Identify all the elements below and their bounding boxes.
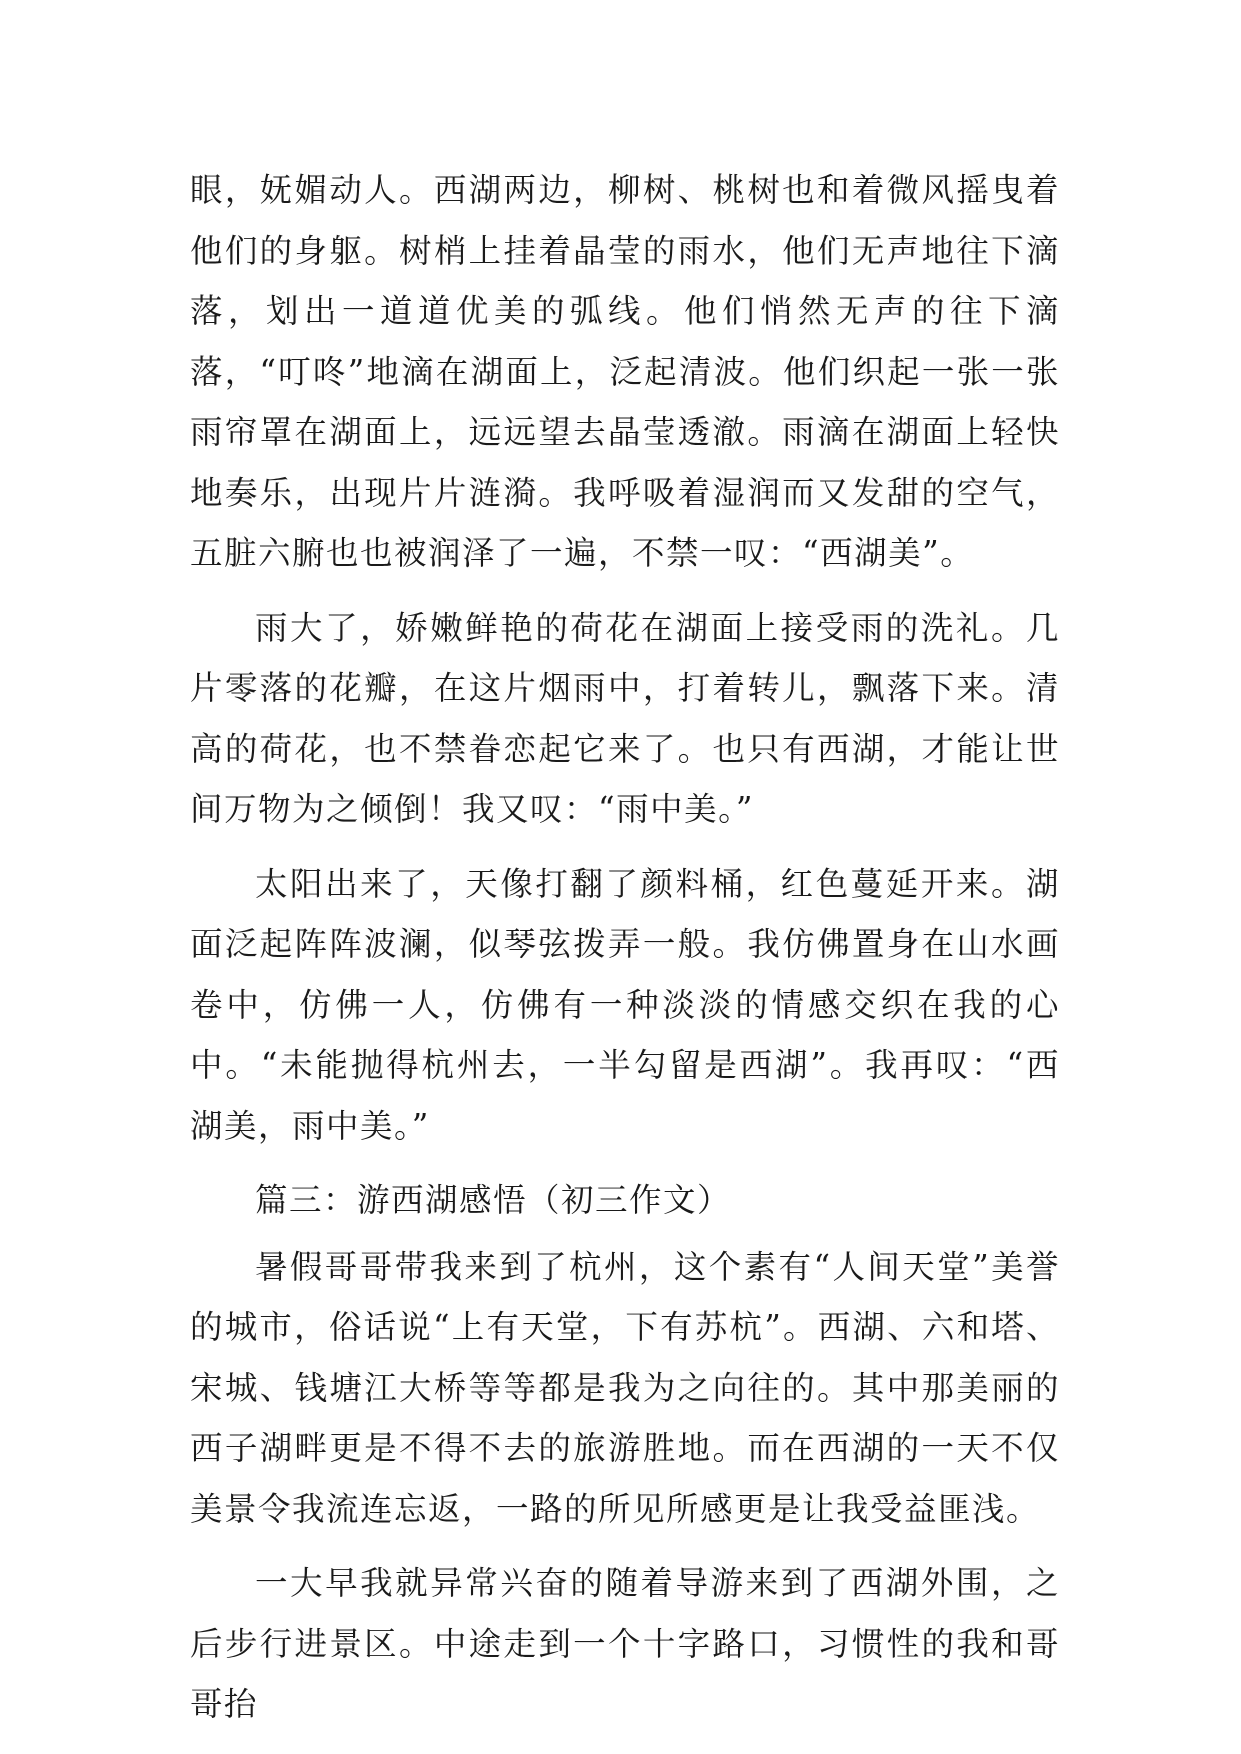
paragraph-rain-lotus: 雨大了，娇嫩鲜艳的荷花在湖面上接受雨的洗礼。几片零落的花瓣，在这片烟雨中，打着转儿，飘落下来。清高的荷花，也不禁眷恋起它来了。也只有西湖，才能让世间万物为之倾倒！我又叹：“雨中美。” [190,608,1060,828]
paragraph-morning: 一大早我就异常兴奋的随着导游来到了西湖外围，之后步行进景区。中途走到一个十字路口，习惯性的我和哥哥抬 [190,1564,1060,1723]
section-heading: 篇三：游西湖感悟（初三作文） [255,1181,732,1219]
paragraph-sunshine: 太阳出来了，天像打翻了颜料桶，红色蔓延开来。湖面泛起阵阵波澜，似琴弦拨弄一般。我仿佛置身在山水画卷中，仿佛一人，仿佛有一种淡淡的情感交织在我的心中。“未能抛得杭州去，一半勾留是西湖”。我再叹：“西湖美，雨中美。” [190,864,1060,1145]
document-body [190,160,1060,1749]
paragraph-continued: 眼，妩媚动人。西湖两边，柳树、桃树也和着微风摇曳着他们的身躯。树梢上挂着晶莹的雨水，他们无声地往下滴落，划出一道道优美的弧线。他们悄然无声的往下滴落，“叮咚”地滴在湖面上，泛起清波。他们织起一张一张雨帘罩在湖面上，远远望去晶莹透澈。雨滴在湖面上轻快地奏乐，出现片片涟漪。我呼吸着湿润而又发甜的空气，五脏六腑也也被润泽了一遍，不禁一叹：“西湖美”。 [190,171,1060,572]
paragraph-summer-trip: 暑假哥哥带我来到了杭州，这个素有“人间天堂”美誉的城市，俗话说“上有天堂，下有苏杭”。西湖、六和塔、宋城、钱塘江大桥等等都是我为之向往的。其中那美丽的西子湖畔更是不得不去的旅游胜地。而在西湖的一天不仅美景令我流连忘返，一路的所见所感更是让我受益匪浅。 [190,1247,1060,1528]
